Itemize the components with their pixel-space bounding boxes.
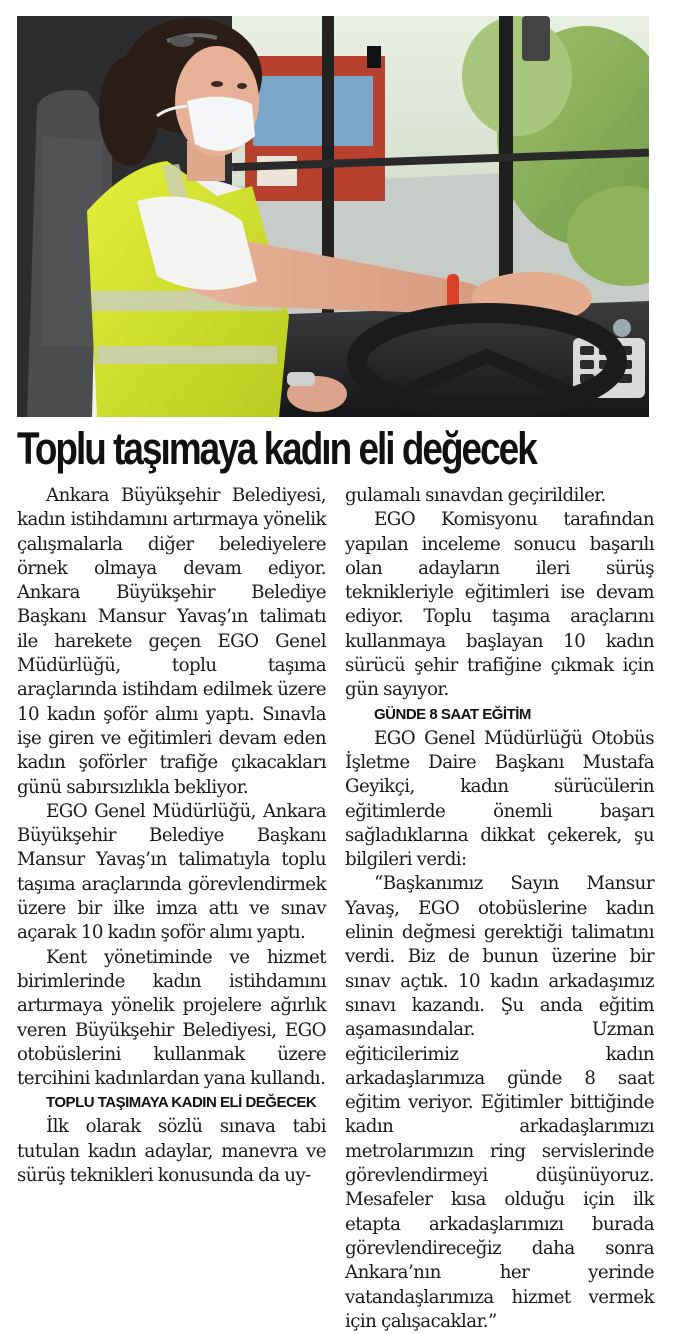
paragraph: Kent yönetiminde ve hizmet birimlerinde kadın istihdamını artırmaya yönelik projelere ağırlık veren Büyükşehir Belediyesi, EGO otobüslerini kullanmak üzere tercihini kadınlardan yana kullandı. [17,946,326,1090]
paragraph: EGO Genel Müdürlüğü Otobüs İşletme Daire Başkanı Mustafa Geyikçi, kadın sürücülerin eğitimlerde önemli başarı sağladıklarına dikkat çekerek, şu bilgileri verdi: [345,727,654,871]
photo-illustration [17,16,649,417]
right-column [345,484,654,1334]
left-column [17,484,326,1188]
bus-driver-photo [17,16,649,417]
headline: Toplu taşımaya kadın eli değecek [17,423,536,474]
paragraph: İlk olarak sözlü sınava tabi tutulan kadın adaylar, manevra ve sürüş teknikleri konusunda da uy- [17,1116,326,1187]
paragraph-continuation: gulamalı sınavdan geçirildiler. [345,485,606,506]
paragraph: EGO Genel Müdürlüğü, Ankara Büyükşehir Belediye Başkanı Mansur Yavaş’ın talimatıyla toplu taşıma araçlarında görevlendirmek üzere bir ilke imza attı ve sınav açarak 10 kadın şoför alımı yaptı. [17,800,326,944]
paragraph: Ankara Büyükşehir Belediyesi, kadın istihdamını artırmaya yönelik çalışmalarla diğer belediyelere örnek olmaya devam ediyor. Ankara Büyükşehir Belediye Başkanı Mansur Yavaş’ın talimatı ile harekete geçen EGO Genel Müdürlüğü, toplu taşıma araçlarında istihdam edilmek üzere 10 kadın şoför alımı yaptı. Sınavla işe giren ve eğitimleri devam eden kadın şoförler trafiğe çıkacakları günü sabırsızlıkla bekliyor. [17,485,326,798]
paragraph: EGO Komisyonu tarafından yapılan inceleme sonucu başarılı olan adayların ileri sürüş teknikleriyle eğitimleri ise devam ediyor. Toplu taşıma araçlarını kullanmaya başlayan 10 kadın sürücü şehir trafiğine çıkmak için gün sayıyor. [345,509,654,701]
subheading: GÜNDE 8 SAAT EĞİTİM [374,705,531,723]
subheading: TOPLU TAŞIMAYA KADIN ELİ DEĞECEK [46,1094,317,1112]
quote-paragraph: “Başkanımız Sayın Mansur Yavaş, EGO otobüslerine kadın elinin değmesi gerektiği talimatını verdi. Biz de bunun üzerine bir sınav açtık. 10 kadın arkadaşımız sınavı kazandı. Şu anda eğitim aşamasındalar. Uzman eğiticilerimiz kadın arkadaşlarımıza günde 8 saat eğitim veriyor. Eğitimler bittiğinde kadın arkadaşlarımızı metrolarımızın ring servislerinde görevlendirmeyi düşünüyoruz. Mesafeler kısa olduğu için ilk etapta arkadaşlarımızı burada görevlendireceğiz daha sonra Ankara’nın her yerinde vatandaşlarımıza hizmet vermek için çalışacaklar.” [345,873,654,1332]
